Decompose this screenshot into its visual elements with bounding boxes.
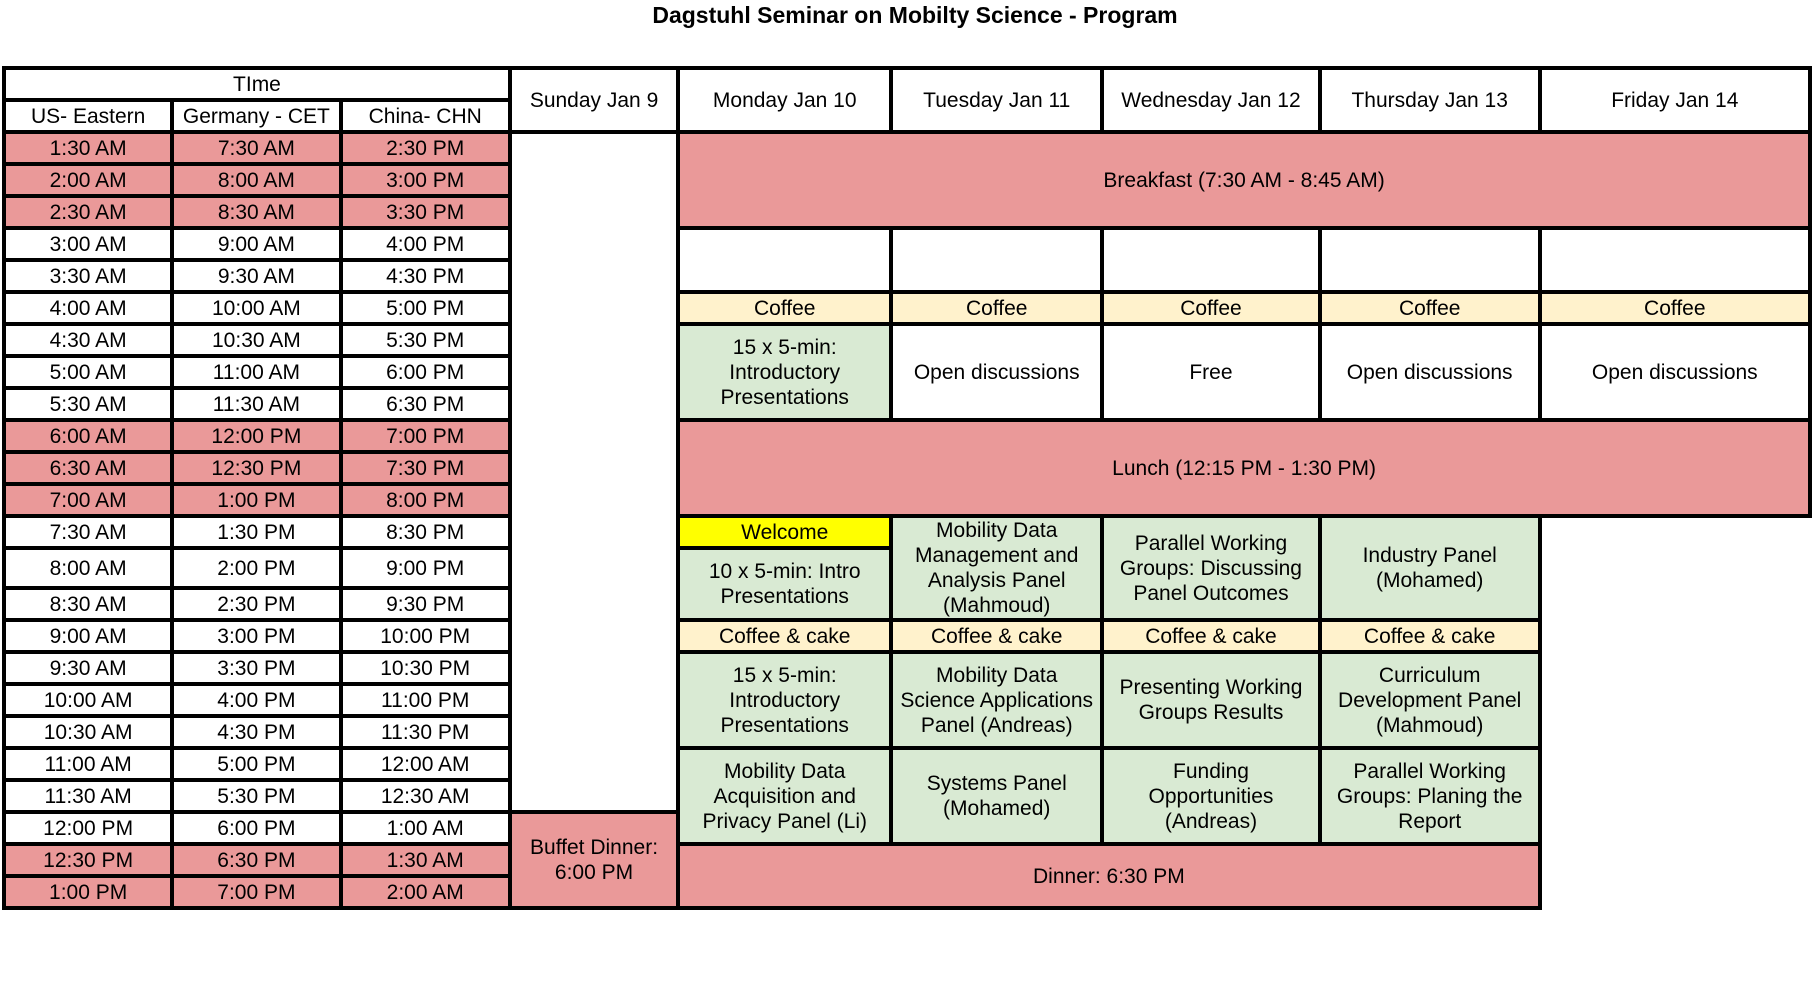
time-cell: 2:00 AM	[4, 164, 172, 196]
tuesday-coffee: Coffee	[891, 292, 1102, 324]
time-cell: 6:30 AM	[4, 452, 172, 484]
wednesday-coffee: Coffee	[1102, 292, 1320, 324]
thursday-panel-2: Curriculum Development Panel (Mahmoud)	[1320, 652, 1540, 748]
sunday-empty-block	[510, 132, 678, 812]
time-cell: 9:00 AM	[172, 228, 340, 260]
time-cell: 1:00 PM	[172, 484, 340, 516]
time-cell: 7:00 PM	[172, 876, 340, 908]
time-cell: 7:30 AM	[4, 516, 172, 548]
time-cell: 8:30 PM	[341, 516, 510, 548]
time-cell: 5:30 PM	[341, 324, 510, 356]
day-header-monday: Monday Jan 10	[678, 68, 891, 132]
time-cell: 12:00 PM	[4, 812, 172, 844]
time-cell: 4:30 AM	[4, 324, 172, 356]
breakfast-block: Breakfast (7:30 AM - 8:45 AM)	[678, 132, 1810, 228]
time-cell: 10:30 AM	[4, 716, 172, 748]
monday-afternoon-session: 15 x 5-min: Introductory Presentations	[678, 652, 891, 748]
tuesday-panel-3: Systems Panel (Mohamed)	[891, 748, 1102, 844]
time-cell: 6:00 PM	[341, 356, 510, 388]
day-header-friday: Friday Jan 14	[1540, 68, 1810, 132]
time-cell: 8:30 AM	[4, 588, 172, 620]
time-cell: 12:30 PM	[4, 844, 172, 876]
time-cell: 1:30 PM	[172, 516, 340, 548]
time-cell: 1:30 AM	[4, 132, 172, 164]
time-cell: 5:30 AM	[4, 388, 172, 420]
time-cell: 9:00 AM	[4, 620, 172, 652]
monday-morning-session: 15 x 5-min: Introductory Presentations	[678, 324, 891, 420]
day-header-wednesday: Wednesday Jan 12	[1102, 68, 1320, 132]
thursday-panel-3: Parallel Working Groups: Planing the Report	[1320, 748, 1540, 844]
day-header-sunday: Sunday Jan 9	[510, 68, 678, 132]
monday-panel-3: Mobility Data Acquisition and Privacy Panel (Li)	[678, 748, 891, 844]
time-cell: 11:00 AM	[4, 748, 172, 780]
time-cell: 4:00 PM	[341, 228, 510, 260]
time-header: TIme	[4, 68, 510, 100]
zone-header-germany-cet: Germany - CET	[172, 100, 340, 132]
time-cell: 6:30 PM	[172, 844, 340, 876]
zone-header-china-chn: China- CHN	[341, 100, 510, 132]
day-header-tuesday: Tuesday Jan 11	[891, 68, 1102, 132]
program-table	[2, 66, 1812, 910]
zone-header-us-eastern: US- Eastern	[4, 100, 172, 132]
wednesday-panel-2: Presenting Working Groups Results	[1102, 652, 1320, 748]
time-cell: 2:30 AM	[4, 196, 172, 228]
time-cell: 3:30 PM	[341, 196, 510, 228]
time-cell: 8:00 PM	[341, 484, 510, 516]
time-cell: 6:30 PM	[341, 388, 510, 420]
time-cell: 5:00 PM	[341, 292, 510, 324]
monday-welcome: Welcome	[678, 516, 891, 548]
time-cell: 3:30 AM	[4, 260, 172, 292]
time-cell: 3:00 AM	[4, 228, 172, 260]
time-cell: 12:30 AM	[341, 780, 510, 812]
wednesday-panel-3: Funding Opportunities (Andreas)	[1102, 748, 1320, 844]
tuesday-morning-session: Open discussions	[891, 324, 1102, 420]
time-cell: 12:00 PM	[172, 420, 340, 452]
time-cell: 9:30 AM	[4, 652, 172, 684]
time-cell: 4:00 PM	[172, 684, 340, 716]
thursday-morning-session: Open discussions	[1320, 324, 1540, 420]
time-cell: 2:30 PM	[172, 588, 340, 620]
time-cell: 2:30 PM	[341, 132, 510, 164]
time-cell: 4:30 PM	[341, 260, 510, 292]
friday-coffee: Coffee	[1540, 292, 1810, 324]
time-cell: 12:30 PM	[172, 452, 340, 484]
time-cell: 11:00 PM	[341, 684, 510, 716]
thursday-empty-slot	[1320, 228, 1540, 292]
time-cell: 9:00 PM	[341, 548, 510, 588]
wednesday-empty-slot	[1102, 228, 1320, 292]
monday-empty-slot	[678, 228, 891, 292]
time-cell: 11:30 AM	[172, 388, 340, 420]
time-cell: 9:30 AM	[172, 260, 340, 292]
time-cell: 4:30 PM	[172, 716, 340, 748]
time-cell: 1:00 AM	[341, 812, 510, 844]
time-cell: 11:30 PM	[341, 716, 510, 748]
time-cell: 2:00 AM	[341, 876, 510, 908]
time-cell: 4:00 AM	[4, 292, 172, 324]
time-cell: 11:30 AM	[4, 780, 172, 812]
friday-afternoon-empty	[1540, 516, 1810, 908]
time-cell: 7:00 AM	[4, 484, 172, 516]
time-cell: 11:00 AM	[172, 356, 340, 388]
thursday-panel-1: Industry Panel (Mohamed)	[1320, 516, 1540, 620]
time-cell: 1:30 AM	[341, 844, 510, 876]
time-cell: 8:00 AM	[172, 164, 340, 196]
time-cell: 8:30 AM	[172, 196, 340, 228]
time-cell: 3:00 PM	[172, 620, 340, 652]
time-cell: 7:30 AM	[172, 132, 340, 164]
thursday-coffee-cake: Coffee & cake	[1320, 620, 1540, 652]
time-cell: 10:00 PM	[341, 620, 510, 652]
day-header-thursday: Thursday Jan 13	[1320, 68, 1540, 132]
time-cell: 2:00 PM	[172, 548, 340, 588]
sunday-buffet-dinner: Buffet Dinner: 6:00 PM	[510, 812, 678, 908]
time-cell: 7:30 PM	[341, 452, 510, 484]
time-cell: 5:30 PM	[172, 780, 340, 812]
tuesday-panel-1: Mobility Data Management and Analysis Panel (Mahmoud)	[891, 516, 1102, 620]
tuesday-panel-2: Mobility Data Science Applications Panel (Andreas)	[891, 652, 1102, 748]
page-title: Dagstuhl Seminar on Mobilty Science - Program	[652, 2, 1178, 28]
lunch-block: Lunch (12:15 PM - 1:30 PM)	[678, 420, 1810, 516]
monday-coffee-cake: Coffee & cake	[678, 620, 891, 652]
monday-intro-session: 10 x 5-min: Intro Presentations	[678, 548, 891, 620]
time-cell: 3:30 PM	[172, 652, 340, 684]
time-cell: 6:00 PM	[172, 812, 340, 844]
time-cell: 10:30 AM	[172, 324, 340, 356]
time-cell: 5:00 PM	[172, 748, 340, 780]
time-cell: 10:30 PM	[341, 652, 510, 684]
time-cell: 8:00 AM	[4, 548, 172, 588]
time-cell: 7:00 PM	[341, 420, 510, 452]
friday-morning-session: Open discussions	[1540, 324, 1810, 420]
time-cell: 5:00 AM	[4, 356, 172, 388]
time-cell: 10:00 AM	[172, 292, 340, 324]
tuesday-coffee-cake: Coffee & cake	[891, 620, 1102, 652]
time-cell: 3:00 PM	[341, 164, 510, 196]
friday-empty-slot	[1540, 228, 1810, 292]
tuesday-empty-slot	[891, 228, 1102, 292]
time-cell: 6:00 AM	[4, 420, 172, 452]
wednesday-coffee-cake: Coffee & cake	[1102, 620, 1320, 652]
wednesday-morning-session: Free	[1102, 324, 1320, 420]
time-cell: 1:00 PM	[4, 876, 172, 908]
wednesday-panel-1: Parallel Working Groups: Discussing Panel Outcomes	[1102, 516, 1320, 620]
dinner-block: Dinner: 6:30 PM	[678, 844, 1539, 908]
monday-coffee: Coffee	[678, 292, 891, 324]
time-cell: 9:30 PM	[341, 588, 510, 620]
thursday-coffee: Coffee	[1320, 292, 1540, 324]
time-cell: 12:00 AM	[341, 748, 510, 780]
time-cell: 10:00 AM	[4, 684, 172, 716]
